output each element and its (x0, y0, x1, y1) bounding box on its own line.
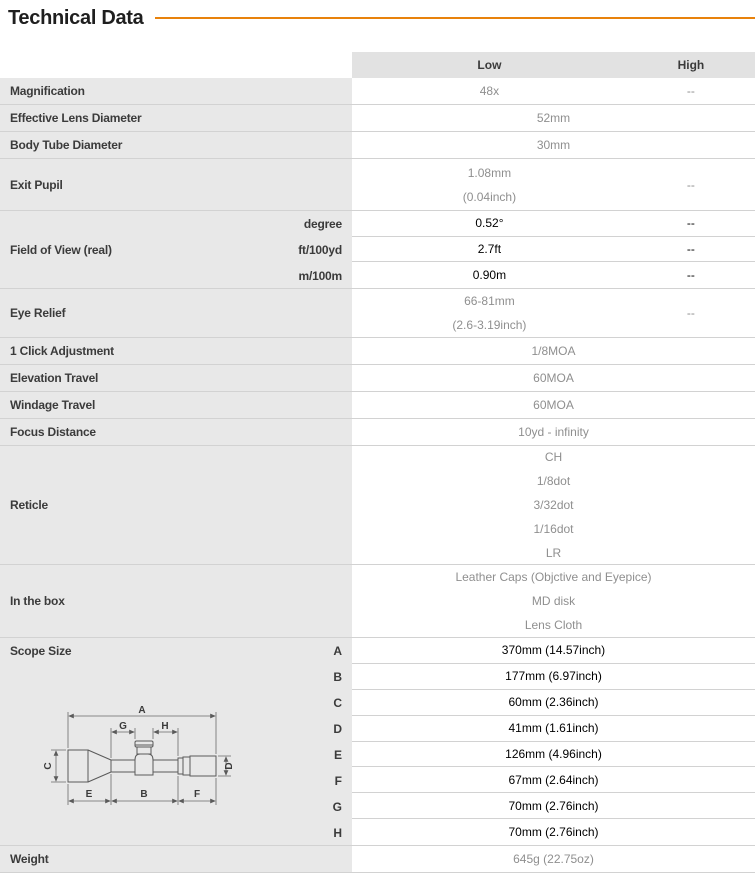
row-body-tube-diameter (0, 132, 755, 159)
technical-data-table (0, 52, 755, 873)
in-the-box-values (352, 565, 755, 637)
scope-size-values (352, 638, 755, 845)
dimension-letter: G (332, 800, 342, 814)
row-reticle (0, 446, 755, 565)
value-line: 1/8dot (536, 474, 571, 488)
row-scope-size (0, 638, 755, 846)
dimension-letter: F (334, 774, 342, 788)
header-spacer (0, 52, 352, 78)
row-effective-lens-diameter (0, 105, 755, 132)
column-header-low: Low (477, 58, 502, 72)
value: 177mm (6.97inch) (505, 669, 602, 684)
scope-size-sub-row (352, 664, 755, 690)
row-label: Eye Relief (0, 289, 352, 337)
column-header-high: High (677, 58, 705, 72)
scope-dimension-diagram (43, 702, 235, 814)
scope-size-sub-row (352, 793, 755, 819)
row-label: Focus Distance (0, 419, 352, 445)
diagram-label-g: G (119, 721, 127, 732)
value-line: 66-81mm (464, 294, 515, 308)
dimension-letter: A (333, 644, 342, 658)
fov-sub-row (352, 211, 755, 237)
unit-label: ft/100yd (298, 242, 342, 257)
fov-sub-row (352, 262, 755, 288)
row-label: Field of View (real) (10, 242, 112, 257)
scope-size-sub-row (352, 742, 755, 768)
value: 41mm (1.61inch) (508, 721, 599, 736)
row-label: Windage Travel (0, 392, 352, 418)
row-exit-pupil (0, 159, 755, 211)
value-low (352, 289, 627, 337)
row-label: In the box (0, 565, 352, 637)
diagram-label-h: H (161, 721, 169, 732)
value: 126mm (4.96inch) (505, 746, 602, 761)
title-section (0, 0, 755, 31)
diagram-label-e: E (85, 789, 93, 800)
scope-outline (68, 741, 216, 782)
value-low: 48x (479, 84, 500, 98)
value-low: 0.52° (475, 216, 504, 231)
row-label-cell (0, 211, 352, 288)
diagram-label-d: D (224, 762, 235, 770)
value-line: (2.6-3.19inch) (452, 318, 527, 332)
value: 67mm (2.64inch) (508, 772, 599, 787)
scope-size-label-cell (0, 638, 352, 845)
dimension-letter: C (333, 696, 342, 710)
value: 10yd - infinity (518, 425, 589, 439)
diagram-label-a: A (138, 705, 146, 716)
row-label: Elevation Travel (0, 365, 352, 391)
reticle-values (352, 446, 755, 564)
value-line: 1/16dot (533, 522, 574, 536)
value-high: -- (686, 177, 695, 192)
value: 70mm (2.76inch) (508, 825, 599, 840)
fov-values (352, 211, 755, 288)
value: 60mm (2.36inch) (508, 695, 599, 710)
title-accent-rule (155, 17, 755, 19)
fov-sub-row (352, 237, 755, 263)
page-title: Technical Data (8, 6, 144, 29)
value-low: 0.90m (472, 268, 507, 283)
value-line: (0.04inch) (462, 189, 517, 204)
value-low (352, 159, 627, 210)
row-eye-relief (0, 289, 755, 338)
scope-size-sub-row (352, 690, 755, 716)
value-low: 2.7ft (477, 242, 502, 256)
value: 370mm (14.57inch) (501, 643, 606, 658)
value: 70mm (2.76inch) (508, 798, 599, 813)
row-label: Scope Size (10, 644, 72, 658)
row-label: Magnification (0, 78, 352, 104)
dimension-letters (333, 638, 342, 846)
row-label: Body Tube Diameter (0, 132, 352, 158)
value-line: MD disk (531, 594, 576, 608)
value: 60MOA (533, 371, 574, 385)
row-in-the-box (0, 565, 755, 638)
row-field-of-view (0, 211, 755, 289)
dimension-letter: B (333, 670, 342, 684)
header-values (352, 52, 755, 78)
row-magnification (0, 78, 755, 105)
unit-label: m/100m (298, 268, 342, 283)
value-high: -- (686, 268, 695, 283)
row-windage-travel (0, 392, 755, 419)
value: 52mm (536, 111, 571, 125)
row-weight (0, 846, 755, 873)
row-label: Effective Lens Diameter (0, 105, 352, 131)
value-high: -- (686, 306, 695, 320)
scope-size-sub-row (352, 767, 755, 793)
unit-label: degree (303, 216, 342, 231)
value-high: -- (686, 84, 695, 98)
diagram-label-f: F (193, 789, 201, 800)
value-line: LR (545, 546, 562, 560)
value: 60MOA (533, 398, 574, 412)
value-high: -- (686, 242, 695, 256)
row-label: Weight (0, 846, 352, 872)
value: 645g (22.75oz) (513, 852, 594, 866)
row-focus-distance (0, 419, 755, 446)
value-high: -- (686, 216, 695, 231)
scope-size-sub-row (352, 716, 755, 742)
table-header-row (0, 52, 755, 78)
row-elevation-travel (0, 365, 755, 392)
unit-stack (298, 211, 342, 289)
value-line: 3/32dot (533, 498, 574, 512)
value: 1/8MOA (531, 344, 576, 358)
row-label: Reticle (0, 446, 352, 564)
row-label: 1 Click Adjustment (0, 338, 352, 364)
value-line: CH (544, 450, 563, 464)
row-click-adjustment (0, 338, 755, 365)
value-line: 1.08mm (467, 165, 512, 180)
dimension-letter: E (333, 748, 342, 762)
value-line: Leather Caps (Objctive and Eyepice) (455, 570, 652, 584)
scope-size-sub-row (352, 638, 755, 664)
diagram-label-b: B (140, 789, 148, 800)
dimension-letter: H (333, 826, 342, 840)
value-line: Lens Cloth (524, 618, 583, 632)
diagram-label-c: C (43, 762, 54, 770)
dimension-letter: D (333, 722, 342, 736)
value: 30mm (536, 138, 571, 152)
row-label: Exit Pupil (0, 159, 352, 210)
scope-size-sub-row (352, 819, 755, 845)
